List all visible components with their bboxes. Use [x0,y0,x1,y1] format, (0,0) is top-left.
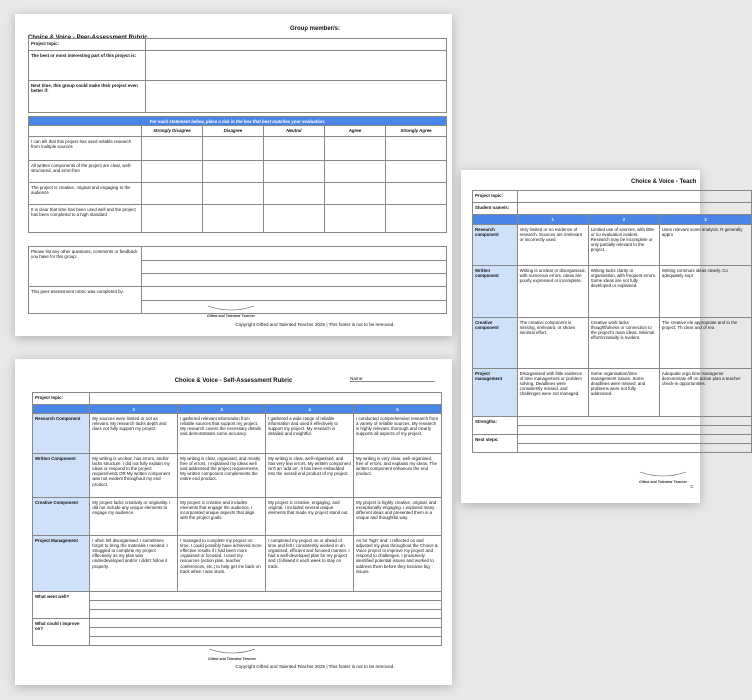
next-steps-line[interactable] [517,435,751,444]
teacher-logo [633,470,693,484]
tick-box[interactable] [141,205,202,233]
self-cell[interactable]: I often felt disorganised. I sometimes forgot to bring the materials I needed. I struggled to complete my project effectively as my plan was underdeveloped and/or I didn't follow it properly. [90,536,178,592]
self-criterion-written: Written Component [33,454,90,498]
teacher-title: Choice & Voice - Teach [631,179,697,185]
tick-box[interactable] [324,183,385,205]
questions-line[interactable] [141,274,446,287]
peer-top-table [28,38,447,113]
peer-topic-field[interactable] [146,39,447,51]
improve-label: What could I improve on? [33,619,90,646]
tick-box[interactable] [202,205,263,233]
self-level-1: 1 [33,405,90,414]
completed-by-line[interactable] [141,287,446,301]
teacher-cell[interactable]: Disorganised with little evidence of time management or problem solving. Deadlines were consistently missed, and challenges were not managed. [517,369,588,417]
self-rubric-table [32,392,442,646]
questions-line[interactable] [141,261,446,274]
tick-box[interactable] [324,137,385,161]
logo-arc-icon [206,304,256,314]
teacher-cell[interactable]: Uses relevant some analysis. R generally appro [659,225,751,266]
next-steps-line[interactable] [517,444,751,453]
teacher-topic-label: Project topic: [473,191,518,203]
name-label: Name: [350,376,364,381]
teacher-cell[interactable]: The creative component is missing, irrelevant, or shows minimal effort. [517,318,588,369]
logo-arc-icon [207,647,257,657]
peer-assessment-sheet [15,14,452,336]
self-topic-field[interactable] [90,393,442,405]
scale-agree: Agree [324,126,385,137]
self-cell[interactable]: My project is highly creative, original, and exceptionally engaging. I explored many different ideas and presented them in a unique and thoughtful way. [354,498,442,536]
tick-box[interactable] [141,183,202,205]
statement-written: All written components of the project are clear, well-structured, and error-free [29,161,142,183]
self-cell[interactable]: I gathered relevant information from reliable sources that support my project. My research covers the necessary details and demonstrates some accuracy. [178,414,266,454]
statement-creative: The project is creative, original and engaging to the audience [29,183,142,205]
tick-box[interactable] [324,161,385,183]
statement-research: I can tell that this project has used reliable research from multiple sources [29,137,142,161]
teacher-footer: C [690,484,694,489]
improve-line[interactable] [90,619,442,628]
group-member-label: Group member/s: [290,26,341,32]
self-criterion-creative: Creative Component [33,498,90,536]
teacher-cell[interactable]: Creative work lacks thoughtfulness or connection to the project's main ideas. Minimal effort/creativity is evident. [588,318,659,369]
name-field[interactable] [350,376,435,382]
peer-instruction: For each statement below, place a tick in the box that best matches your evaluation: [29,117,447,126]
self-criterion-management: Project Management [33,536,90,592]
teacher-cell[interactable]: Writing is unclear or disorganised, with numerous errors. Ideas are poorly expressed or incomplete. [517,266,588,318]
teacher-level-2: 2 [588,215,659,225]
teacher-cell[interactable]: The creative ele appropriate and to the project. Th clear and of rea [659,318,751,369]
teacher-cell[interactable]: Very limited or no evidence of research. Sources are irrelevant or incorrectly used. [517,225,588,266]
tick-box[interactable] [202,183,263,205]
self-cell[interactable]: As for 'high' and: I reflected on and adjusted my plan throughout the Choice & Voice project to improve my project and respond to challenges. I proactively identified potential issues and worked to address them before they became big issues. [354,536,442,592]
tick-box[interactable] [141,137,202,161]
peer-blank-header [29,126,142,137]
teacher-cell[interactable]: Adequate orga time manageme demonstrate eff on action plan a teacher check-in opportunities. [659,369,751,417]
improve-line[interactable] [90,628,442,637]
teacher-next-steps-label: Next steps: [473,435,518,453]
self-cell[interactable]: My writing is unclear, has errors, and/or lacks structure. I did not fully explain my ideas or respond to the project requirements OR My written component was not evident throughout my end product. [90,454,178,498]
self-cell[interactable]: My project lacks creativity or originality. I did not include any unique elements to engage my audience. [90,498,178,536]
teacher-cell[interactable]: Limited use of sources, with little or no evaluation evident. Research may be incomplete or only partially relevant to the project. [588,225,659,266]
self-cell[interactable]: My project is creative, engaging, and original. I included several unique elements that made my project stand out. [266,498,354,536]
peer-statement-table [28,116,447,233]
teacher-student-field[interactable] [517,203,751,215]
went-well-line[interactable] [90,601,442,610]
peer-logo [201,304,261,318]
teacher-cell[interactable]: Writing communi ideas clearly. Co adequately expr [659,266,751,318]
teacher-level-corner [473,215,518,225]
teacher-cell[interactable]: Writing lacks clarity or organisation, with frequent errors. Some ideas are not fully developed or explained. [588,266,659,318]
tick-box[interactable] [385,205,446,233]
scale-strongly-disagree: Strongly Disagree [141,126,202,137]
teacher-cell[interactable]: Some organisation/time management issues. Some deadlines were missed, and problems were not fully addressed. [588,369,659,417]
teacher-table [472,190,752,453]
logo-arc-icon [638,470,688,480]
completed-by-line[interactable] [141,301,446,314]
scale-disagree: Disagree [202,126,263,137]
self-logo-text: Gifted and Talented Teacher [207,657,257,661]
self-cell[interactable]: I gathered a wide range of reliable information and used it effectively to support my project. My research is detailed and insightful. [266,414,354,454]
tick-box[interactable] [385,137,446,161]
statement-time: It is clear that time has been used well and the project has been completed to a high standard [29,205,142,233]
self-cell[interactable]: My writing is very clear, well-organised, free of errors, and explains my ideas. The written component enhances the end product. [354,454,442,498]
teacher-topic-field[interactable] [517,191,751,203]
tick-box[interactable] [263,161,324,183]
peer-improve-field[interactable] [146,81,447,113]
self-cell[interactable]: I conducted comprehensive research from a variety of reliable sources. My research is highly relevant, thorough and clearly supports all aspects of my project. [354,414,442,454]
questions-line[interactable] [141,247,446,261]
strengths-line[interactable] [517,426,751,435]
teacher-level-1: 1 [517,215,588,225]
self-cell[interactable]: My writing is clear, well-organised, and has very few errors. My written component isn't an 'add on', it has been embedded into the overall end product of my project. [266,454,354,498]
tick-box[interactable] [385,161,446,183]
teacher-student-label: Student name/s: [473,203,518,215]
teacher-strengths-label: Strengths: [473,417,518,435]
teacher-criterion-creative: Creative component [473,318,518,369]
self-footer: Copyright Gifted and Talented Teacher 2025 | This footer is not to be removed. [235,664,395,669]
improve-line[interactable] [90,637,442,646]
questions-label: Please list any other questions, comments or feedback you have for this group: [29,247,142,287]
self-criterion-research: Research Component [33,414,90,454]
tick-box[interactable] [263,137,324,161]
tick-box[interactable] [263,183,324,205]
scale-neutral: Neutral [263,126,324,137]
peer-improve-label: Next time, this group could make their project even better if: [29,81,146,113]
self-level-5: 5 [354,405,442,414]
self-level-3: 3 [178,405,266,414]
teacher-criterion-written: Written component [473,266,518,318]
self-level-4: 4 [266,405,354,414]
teacher-logo-text: Gifted and Talented Teacher [638,480,688,484]
peer-best-part-label: The best or most interesting part of this project is: [29,51,146,81]
self-cell[interactable]: I completed my project on or ahead of time and felt I consistently worked in an organised, efficient and focused manner. I had a well-developed plan for my project and I followed it each week to stay on track. [266,536,354,592]
went-well-line[interactable] [90,610,442,619]
self-cell[interactable]: I managed to complete my project on time. I could possibly have achieved more effective results if I had been more organised or focused. I used my resources (action plan, teacher conferences, etc.) to help get me back on track when I was stuck. [178,536,266,592]
self-cell[interactable]: My writing is clear, organised, and mostly free of errors. I explained my ideas well and addressed the project requirements. My written component complements the entire end product. [178,454,266,498]
peer-title: Choice & Voice - Peer-Assessment Rubric [28,35,148,41]
tick-box[interactable] [324,205,385,233]
tick-box[interactable] [385,183,446,205]
peer-logo-text: Gifted and Talented Teacher [206,314,256,318]
self-title: Choice & Voice - Self-Assessment Rubric [174,378,293,384]
went-well-label: What went well? [33,592,90,619]
completed-by-label: This peer-assessment rubric was completed by: [29,287,142,314]
peer-footer: Copyright Gifted and Talented Teacher 2025 | This footer is not to be removed. [235,322,395,327]
self-topic-label: Project topic: [33,393,90,405]
teacher-level-3: 3 [659,215,751,225]
self-logo [202,647,262,661]
scale-strongly-agree: Strongly Agree [385,126,446,137]
peer-topic-label: Project topic: [29,39,146,51]
teacher-assessment-sheet [461,170,743,503]
self-level-2: 2 [90,405,178,414]
went-well-line[interactable] [90,592,442,601]
teacher-criterion-management: Project management [473,369,518,417]
peer-best-part-field[interactable] [146,51,447,81]
tick-box[interactable] [202,161,263,183]
tick-box[interactable] [141,161,202,183]
self-assessment-sheet [15,359,452,685]
tick-box[interactable] [202,137,263,161]
teacher-criterion-research: Research component [473,225,518,266]
strengths-line[interactable] [517,417,751,426]
self-cell[interactable]: My project is creative and includes elements that engage the audience. I incorporated unique aspects that align with the project goals. [178,498,266,536]
tick-box[interactable] [263,205,324,233]
self-cell[interactable]: My sources were limited or not as relevant. My research lacks depth and does not fully support my project. [90,414,178,454]
